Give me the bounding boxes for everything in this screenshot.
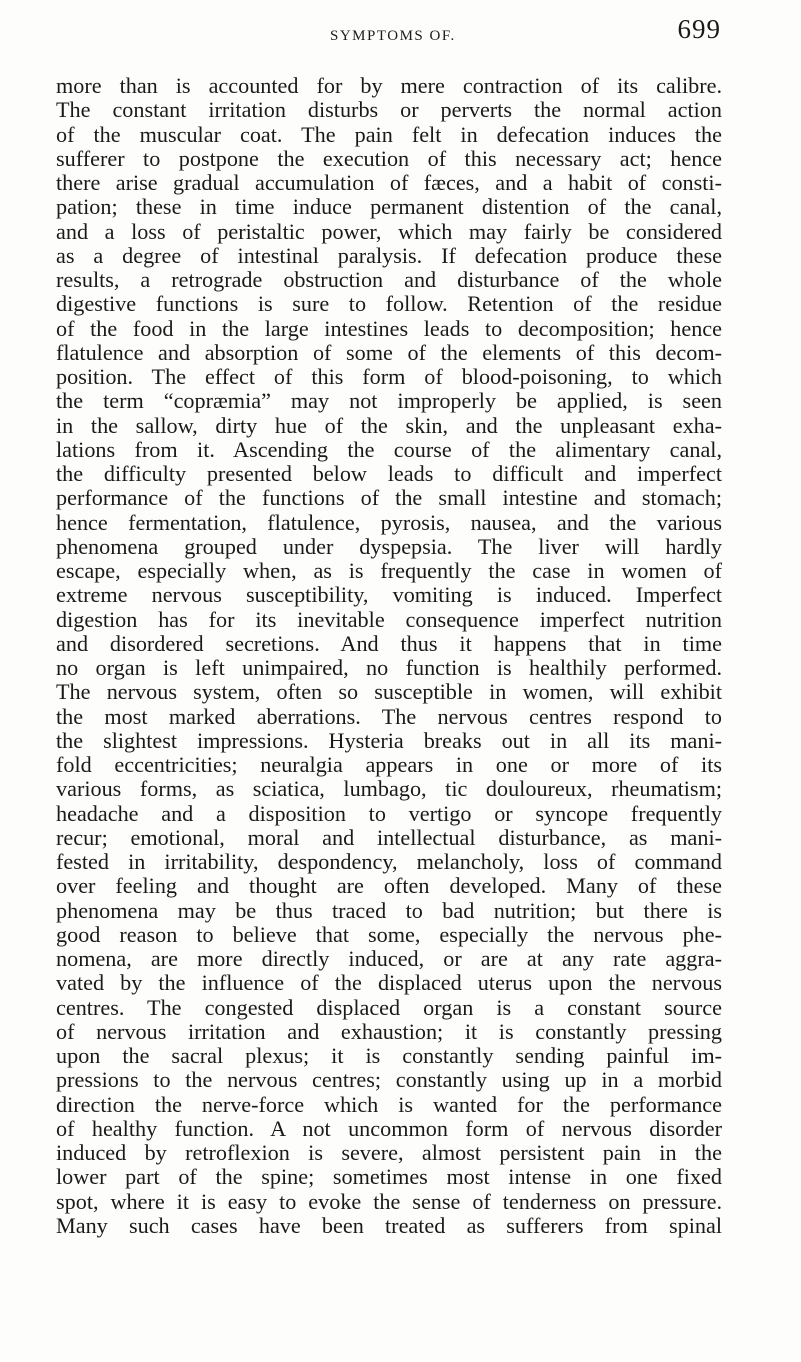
- text-line: pation; these in time induce permanent distention of the canal,: [56, 194, 722, 220]
- text-line: lations from it. Ascending the course of the alimentary canal,: [56, 436, 722, 462]
- text-line: digestion has for its inevitable consequence imperfect nutrition: [56, 606, 722, 632]
- text-line: and disordered secretions. And thus it happens that in time: [56, 630, 722, 656]
- text-line: the slightest impressions. Hysteria breaks out in all its mani-: [56, 727, 722, 753]
- text-line: of the food in the large intestines leads to decomposition; hence: [56, 315, 722, 341]
- text-line: over feeling and thought are often developed. Many of these: [56, 873, 722, 899]
- text-line: hence fermentation, flatulence, pyrosis, nausea, and the various: [56, 509, 722, 535]
- text-line: nomena, are more directly induced, or are at any rate aggra-: [56, 946, 722, 971]
- text-line: the term “copræmia” may not improperly be applied, is seen: [56, 388, 722, 414]
- text-line: escape, especially when, as is frequently the case in women of: [56, 558, 722, 583]
- text-line: extreme nervous susceptibility, vomiting is induced. Imperfect: [56, 582, 722, 608]
- text-line: recur; emotional, moral and intellectual disturbance, as mani-: [56, 824, 722, 850]
- text-line: more than is accounted for by mere contraction of its calibre.: [56, 73, 722, 98]
- text-line: upon the sacral plexus; it is constantly sending painful im-: [56, 1043, 722, 1068]
- text-line: induced by retroflexion is severe, almost persistent pain in the: [56, 1140, 722, 1165]
- body-paragraph: [56, 74, 722, 1238]
- text-line: phenomena may be thus traced to bad nutrition; but there is: [56, 897, 722, 923]
- text-line: the most marked aberrations. The nervous centres respond to: [56, 703, 722, 729]
- text-line: good reason to believe that some, especially the nervous phe-: [56, 921, 722, 947]
- running-head: SYMPTOMS OF.: [330, 28, 456, 44]
- text-line: of healthy function. A not uncommon form of nervous disorder: [56, 1115, 722, 1141]
- text-line: fold eccentricities; neuralgia appears in one or more of its: [56, 752, 722, 777]
- text-line: of nervous irritation and exhaustion; it is constantly pressing: [56, 1018, 722, 1044]
- text-line: various forms, as sciatica, lumbago, tic douloureux, rheumatism;: [56, 776, 722, 802]
- text-line: of the muscular coat. The pain felt in defecation induces the: [56, 121, 722, 147]
- text-line: pressions to the nervous centres; constantly using up in a morbid: [56, 1067, 722, 1093]
- text-line: position. The effect of this form of blood-poisoning, to which: [56, 364, 722, 389]
- text-line: and a loss of peristaltic power, which may fairly be considered: [56, 218, 722, 244]
- text-line: as a degree of intestinal paralysis. If defecation produce these: [56, 242, 722, 268]
- text-line: flatulence and absorption of some of the elements of this decom-: [56, 339, 722, 365]
- text-line: headache and a disposition to vertigo or syncope frequently: [56, 800, 722, 826]
- page-number: 699: [677, 14, 721, 44]
- text-line: results, a retrograde obstruction and disturbance of the whole: [56, 267, 722, 292]
- text-line: The constant irritation disturbs or perverts the normal action: [56, 97, 722, 123]
- text-line: vated by the influence of the displaced uterus upon the nervous: [56, 970, 722, 996]
- text-line: Many such cases have been treated as sufferers from spinal: [56, 1212, 722, 1238]
- text-line: centres. The congested displaced organ is a constant source: [56, 994, 722, 1020]
- text-line: fested in irritability, despondency, melancholy, loss of command: [56, 849, 722, 874]
- text-line: direction the nerve-force which is wanted for the performance: [56, 1091, 722, 1117]
- text-line: in the sallow, dirty hue of the skin, and the unpleasant exha-: [56, 412, 722, 438]
- text-line: performance of the functions of the small intestine and stomach;: [56, 485, 722, 511]
- text-line: no organ is left unimpaired, no function is healthily performed.: [56, 655, 722, 680]
- text-line: digestive functions is sure to follow. Retention of the residue: [56, 291, 722, 317]
- text-line: The nervous system, often so susceptible in women, will exhibit: [56, 679, 722, 705]
- text-line: the difficulty presented below leads to difficult and imperfect: [56, 461, 722, 486]
- text-line: phenomena grouped under dyspepsia. The liver will hardly: [56, 533, 722, 559]
- text-line: lower part of the spine; sometimes most intense in one fixed: [56, 1164, 722, 1190]
- text-line: sufferer to postpone the execution of this necessary act; hence: [56, 145, 722, 171]
- text-line: spot, where it is easy to evoke the sense of tenderness on pressure.: [56, 1188, 722, 1214]
- text-line: there arise gradual accumulation of fæces, and a habit of consti-: [56, 170, 722, 195]
